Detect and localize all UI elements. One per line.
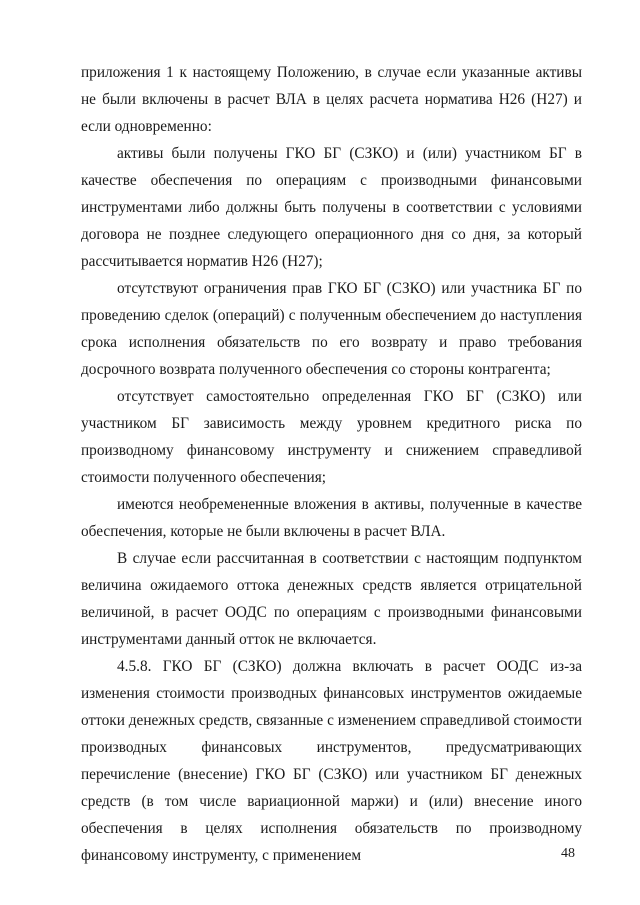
paragraph-section-4-5-8: 4.5.8. ГКО БГ (СЗКО) должна включать в расчет ООДС из-за изменения стоимости производных финансовых инструментов ожидаемые оттоки денежных средств, связанные с изменением справедливой стоимости производных финансовых инструментов, предусматривающих перечисление (внесение) ГКО БГ (СЗКО) или участником БГ денежных средств (в том числе вариационной маржи) и (или) внесение иного обеспечения в целях исполнения обязательств по производному финансовому инструменту, с применением	[81, 658, 582, 864]
paragraph-unencumbered-assets: имеются необремененные вложения в активы, полученные в качестве обеспечения, которые не были включены в расчет ВЛА.	[81, 496, 582, 540]
paragraph-no-restrictions: отсутствуют ограничения прав ГКО БГ (СЗКО) или участника БГ по проведению сделок (операций) с полученным обеспечением до наступления срока исполнения обязательств по его возврату и право требования досрочного возврата полученного обеспечения со стороны контрагента;	[81, 280, 582, 378]
body-text	[81, 59, 582, 869]
paragraph-negative-outflow: В случае если рассчитанная в соответствии с настоящим подпунктом величина ожидаемого оттока денежных средств является отрицательной величиной, в расчет ООДС по операциям с производными финансовыми инструментами данный отток не включается.	[81, 550, 582, 648]
paragraph-continuation: приложения 1 к настоящему Положению, в случае если указанные активы не были включены в расчет ВЛА в целях расчета норматива Н26 (Н27) и если одновременно:	[81, 64, 582, 135]
paragraph-collateral-received: активы были получены ГКО БГ (СЗКО) и (или) участником БГ в качестве обеспечения по операциям с производными финансовыми инструментами либо должны быть получены в соответствии с условиями договора не позднее следующего операционного дня со дня, за который рассчитывается норматив Н26 (Н27);	[81, 145, 582, 270]
paragraph-no-dependency: отсутствует самостоятельно определенная ГКО БГ (СЗКО) или участником БГ зависимость между уровнем кредитного риска по производному финансовому инструменту и снижением справедливой стоимости полученного обеспечения;	[81, 388, 582, 486]
page-number: 48	[561, 846, 575, 861]
